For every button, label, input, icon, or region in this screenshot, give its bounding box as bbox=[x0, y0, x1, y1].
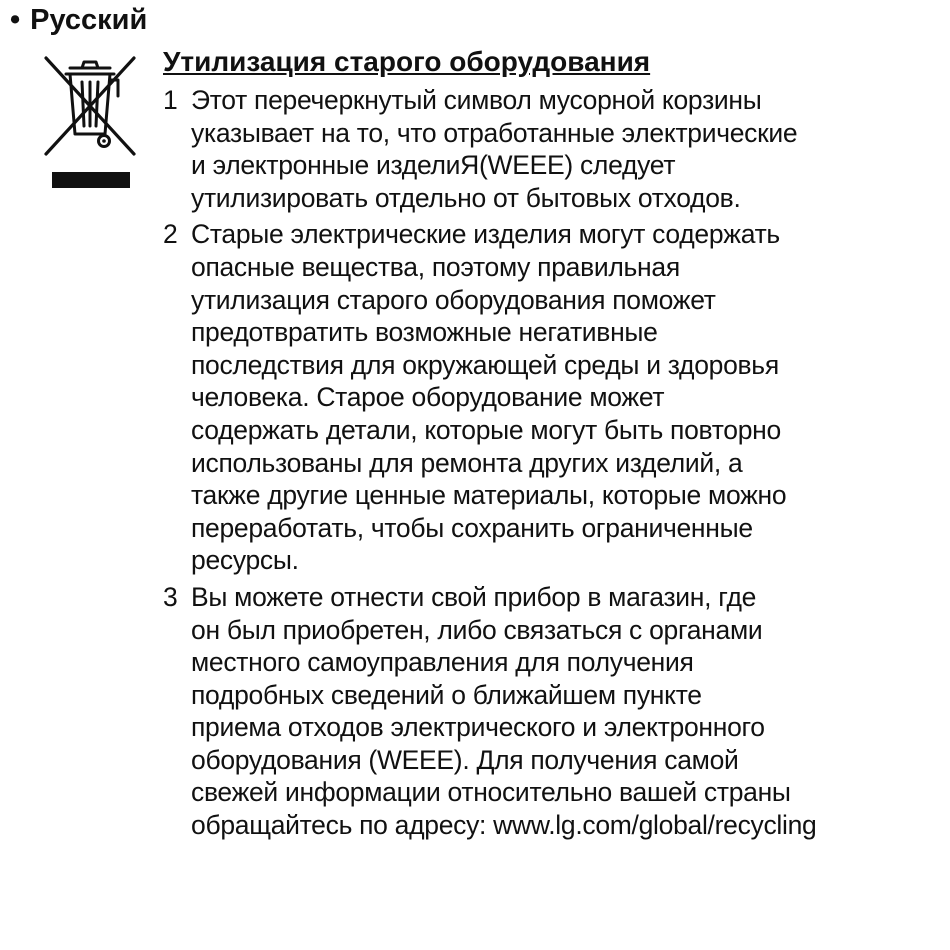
language-label: Русский bbox=[30, 4, 148, 36]
item-text: Старые электрические изделия могут содержать опасные вещества, поэтому правильная утилизация старого оборудования поможет предотвратить возможные негативные последствия для окружающей среды и здоровья человека. Старое оборудование может содержать детали, которые могут быть повторно использованы для ремонта других изделий, а также другие ценные материалы, которые можно переработать, чтобы сохранить ограниченные ресурсы. bbox=[191, 219, 787, 576]
heading-bullet: • bbox=[10, 4, 21, 36]
list-item bbox=[163, 84, 933, 214]
item-number: 2 bbox=[163, 219, 178, 250]
item-text: Вы можете отнести свой прибор в магазин, где он был приобретен, либо связаться с органами местного самоуправления для получения подробных сведений о ближайшем пункте приема отходов электрического и электронного оборудования (WEEE). Для получения самой свежей информации относительно вашей страны обращайтесь по адресу: www.lg.com/global/recycling bbox=[191, 581, 817, 841]
item-number: 3 bbox=[163, 581, 178, 612]
list-item bbox=[163, 218, 933, 577]
list-item bbox=[163, 581, 933, 842]
language-heading bbox=[10, 2, 147, 38]
section-title: Утилизация старого оборудования bbox=[163, 46, 651, 77]
item-text: Этот перечеркнутый символ мусорной корзины указывает на то, что отработанные электрические и электронные изделиЯ(WEEE) следует утилизировать отдельно от бытовых отходов. bbox=[191, 85, 798, 213]
crossed-out-wheelie-bin-icon bbox=[40, 50, 140, 190]
disposal-section bbox=[163, 44, 933, 846]
instruction-list bbox=[163, 84, 933, 842]
item-number: 1 bbox=[163, 85, 178, 115]
